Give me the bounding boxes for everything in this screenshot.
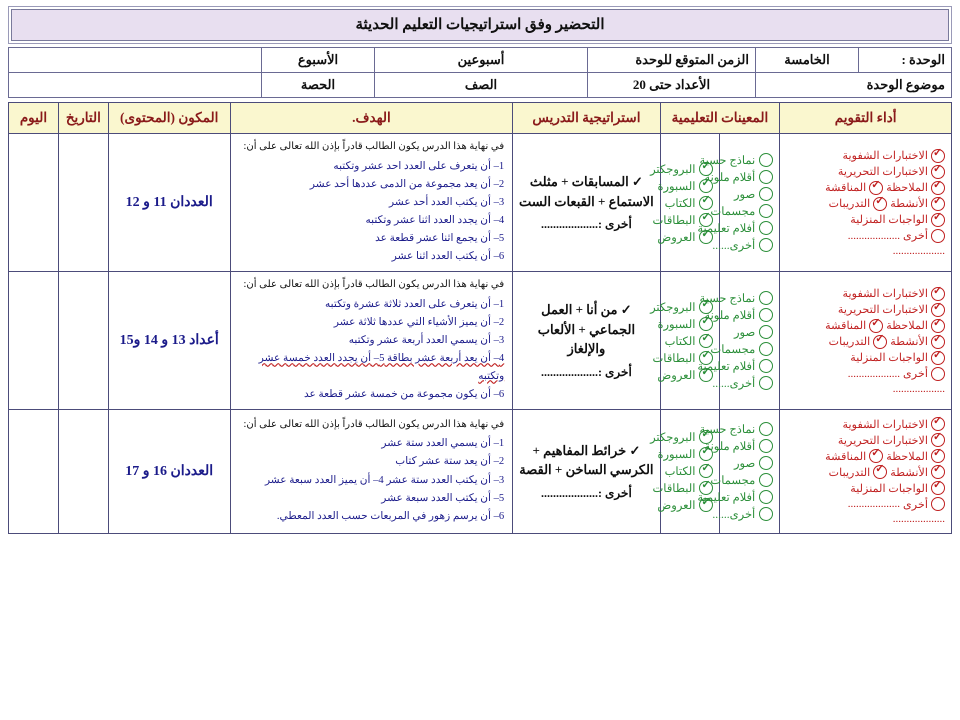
radio-icon [931,229,945,243]
table-body [9,134,952,534]
eval-line [786,465,945,479]
radio-icon [759,187,773,201]
aid-label: العروض [657,231,696,244]
check-icon [699,464,713,478]
component-value: العددان 11 و 12 [125,195,213,211]
aid-label: صور [733,327,756,340]
eval-dots: ................... [847,367,901,380]
goal-item: 4– أن يعد أربعة عشر بطاقة 5– أن يجدد العدد خمسة عشر وتكتبه [258,353,505,382]
aid-option[interactable] [699,422,773,436]
radio-icon [759,221,773,235]
eval-label: الملاحظة [886,182,928,195]
eval-line [786,383,945,395]
aid-option[interactable] [657,368,714,382]
goal-text [235,137,509,268]
goal-item: 3– أن يكتب العدد أحد عشر [389,196,505,208]
aid-label: نماذج حسية [699,293,756,306]
check-icon [931,181,945,195]
eval-label: التدريبات [828,336,871,349]
col-day: اليوم [9,103,59,134]
radio-icon [759,170,773,184]
col-component: المكون (المحتوى) [108,103,230,134]
check-icon [931,449,945,463]
eval-label: أخرى [903,230,928,243]
goal-item: 1– أن يتعرف على العدد احد عشر وتكتبه [333,160,505,172]
goal-item: 6– أن يرسم زهور في المربعات حسب العدد المعطي. [276,510,505,522]
col-evaluation: أداء التقويم [780,103,952,134]
eval-option[interactable] [903,497,945,511]
eval-label: الأنشطة [890,198,928,211]
eval-label: الاختبارات الشفوية [842,150,928,163]
col-aids: المعينات التعليمية [660,103,780,134]
aid-option[interactable] [657,498,714,513]
eval-label: أخرى [903,368,928,381]
table-row [9,272,952,409]
check-icon [931,165,945,179]
check-icon [931,335,945,349]
aids-cell-left [697,134,780,272]
radio-icon [759,359,773,373]
aid-option[interactable] [650,430,714,445]
check-icon [699,351,713,365]
aids-cell-left [697,272,780,409]
aid-option[interactable] [712,238,773,253]
aid-option[interactable] [657,317,714,331]
aid-option[interactable] [664,464,714,479]
aid-option[interactable] [657,447,714,462]
eval-option[interactable] [843,149,945,163]
strategy-other: أخرى :................... [541,217,632,232]
aid-label: أقلام ملونة [704,440,756,453]
radio-icon [759,308,773,322]
eval-line [786,213,945,227]
eval-option[interactable] [838,303,945,317]
check-icon [699,196,713,210]
table-row [9,134,952,272]
check-icon [699,481,713,495]
radio-icon [759,376,773,390]
aids-checklist-right [650,296,716,386]
eval-label: التدريبات [828,466,871,479]
eval-label: المناقشة [825,450,867,463]
aid-option[interactable] [710,473,773,487]
strategy-text [517,300,655,381]
eval-dots: ................... [892,513,945,526]
aid-option[interactable] [697,359,773,374]
check-icon [931,197,945,211]
eval-label: الملاحظة [886,320,928,333]
eval-label: الأنشطة [890,336,928,349]
eval-line [786,481,945,495]
eval-label: الاختبارات التحريرية [837,166,928,179]
eval-line [786,229,945,243]
date-cell[interactable] [58,272,108,409]
eval-line [786,165,945,179]
col-date: التاريخ [58,103,108,134]
day-cell[interactable] [9,134,59,272]
radio-icon [759,204,773,218]
eval-line [786,335,945,349]
day-cell[interactable] [9,272,59,409]
check-icon [873,335,887,349]
eval-line [786,513,945,525]
component-cell [108,409,230,533]
aid-label: العروض [657,500,696,513]
check-icon [931,433,945,447]
check-icon [873,465,887,479]
goal-intro: في نهاية هذا الدرس يكون الطالب قادراً بإذن الله تعالى على أن: [243,418,505,430]
aid-label: مجسمات [710,474,756,487]
component-value: أعداد 13 و 14 و15 [119,333,219,349]
eval-line [786,351,945,365]
aid-label: أفلام تعليمية [697,491,756,504]
goal-item: 2– أن يعد ستة عشر كتاب [395,456,505,468]
eval-dots: ................... [847,498,901,511]
col-goal: الهدف. [230,103,513,134]
week-label: الأسبوع [262,48,375,73]
eval-option[interactable] [886,319,945,333]
aid-option[interactable] [697,221,773,236]
check-icon [931,287,945,301]
check-icon [699,300,713,314]
aid-label: أخرى...... [712,378,756,391]
aid-label: الكتاب [664,197,696,210]
radio-icon [759,325,773,339]
aid-label: أقلام ملونة [704,172,756,185]
eval-option[interactable] [829,335,888,349]
date-cell[interactable] [58,134,108,272]
aid-option[interactable] [699,291,773,306]
goal-list [239,435,505,525]
aid-label: الكتاب [664,335,696,348]
strategy-value: خرائط المفاهيم + الكرسي الساخن + القصة [519,442,654,478]
eval-dots: ................... [892,244,945,257]
goal-item: 6– أن يكتب العدد اثنا عشر [391,251,505,263]
strategy-cell [513,272,660,409]
goal-item: 5– أن يجمع اثنا عشر قطعة عد [375,233,505,245]
check-icon [699,230,713,244]
aid-option[interactable] [699,153,773,168]
goal-intro: في نهاية هذا الدرس يكون الطالب قادراً بإذن الله تعالى على أن: [243,141,505,152]
check-icon [699,162,713,176]
goal-item: 1– أن يسمي العدد ستة عشر [381,438,505,450]
goal-list [239,296,505,403]
goal-item: 3– أن يكتب العدد ستة عشر 4– أن يميز العدد سبعة عشر [264,474,505,486]
date-cell[interactable] [58,409,108,533]
eval-option[interactable] [903,229,945,243]
eval-line [786,319,945,333]
aid-option[interactable] [712,376,773,391]
check-icon [699,430,713,444]
eval-option[interactable] [843,417,945,431]
evaluation-checklist [784,146,947,260]
evaluation-cell [780,409,952,533]
col-strategy: استراتيجية التدريس [513,103,660,134]
aid-label: أخرى...... [712,508,756,521]
check-icon [931,465,945,479]
title-wrapper [8,6,952,44]
radio-icon [759,291,773,305]
aids-checklist-left [697,418,775,525]
radio-icon [759,153,773,167]
period-label: الحصة [262,73,375,98]
aid-label: السبورة [657,318,696,331]
eval-label: الاختبارات التحريرية [837,304,928,317]
eval-option[interactable] [890,465,945,479]
eval-option[interactable] [886,449,945,463]
radio-icon [759,422,773,436]
strategy-cell [513,134,660,272]
aid-option[interactable] [704,170,773,185]
goal-cell [230,409,513,533]
aid-option[interactable] [664,196,714,210]
aid-label: الكتاب [664,466,696,479]
eval-line [786,181,945,195]
radio-icon [759,439,773,453]
eval-line [786,149,945,163]
evaluation-checklist [784,414,947,528]
period-value [9,73,262,98]
eval-line [786,449,945,463]
eval-label: المناقشة [825,320,867,333]
eval-label: الواجبات المنزلية [850,352,928,365]
eval-label: الملاحظة [886,450,928,463]
goal-item: 2– أن يميز الأشياء التي عددها ثلاثة عشر [333,317,505,329]
eval-line [786,197,945,211]
radio-icon [759,342,773,356]
aids-checklist-right [650,158,716,248]
check-icon: ✓ [629,442,641,458]
check-icon [699,334,713,348]
aid-label: السبورة [657,180,696,193]
eval-option[interactable] [890,335,945,349]
aid-option[interactable] [726,325,773,339]
radio-icon [759,490,773,504]
aid-option[interactable] [657,179,714,193]
page-title: التحضير وفق استراتيجيات التعليم الحديثة [11,9,949,41]
check-icon [931,213,945,227]
lesson-plan-table [8,102,952,534]
eval-option[interactable] [825,319,883,333]
eval-option[interactable] [825,449,883,463]
aid-label: البطاقات [652,483,696,496]
eval-line [786,497,945,511]
eval-option[interactable] [850,351,945,365]
meta-row-1 [9,48,952,73]
aid-option[interactable] [726,187,773,201]
class-label: الصف [375,73,588,98]
aid-option[interactable] [657,230,714,244]
aid-label: نماذج حسية [699,155,756,168]
eval-option[interactable] [829,465,888,479]
eval-label: أخرى [903,498,928,511]
component-value: العددان 16 و 17 [125,463,214,479]
day-cell[interactable] [9,409,59,533]
goal-item: 3– أن يسمي العدد أربعة عشر وتكتبه [348,335,505,347]
table-header-row [9,103,952,134]
eval-label: الاختبارات الشفوية [842,288,928,301]
aid-label: أفلام تعليمية [697,223,756,236]
aid-label: مجسمات [710,344,756,357]
eval-line [786,433,945,447]
subject-value: الأعداد حتى 20 [588,73,756,98]
aid-label: أقلام ملونة [704,310,756,323]
aid-label: نماذج حسية [699,423,756,436]
goal-item: 6– أن يكون مجموعة من خمسة عشر قطعة عد [303,388,505,400]
aid-label: البطاقات [652,352,696,365]
check-icon [869,181,883,195]
check-icon [699,317,713,331]
aid-option[interactable] [704,308,773,323]
aid-label: البطاقات [652,214,696,227]
evaluation-cell [780,272,952,409]
aid-label: مجسمات [710,206,756,219]
aid-label: العروض [657,369,696,382]
eval-line [786,287,945,301]
eval-option[interactable] [838,165,945,179]
radio-icon [931,497,945,511]
check-icon [699,447,713,461]
component-cell [108,134,230,272]
aid-option[interactable] [650,162,714,176]
check-icon [931,303,945,317]
aid-label: البروجكتر [650,432,696,445]
eval-label: الاختبارات التحريرية [837,434,928,447]
goal-cell [230,272,513,409]
eval-option[interactable] [886,181,945,195]
strategy-other: أخرى :................... [541,364,632,379]
eval-label: الاختبارات الشفوية [842,418,928,431]
aids-cell-left [697,409,780,533]
aid-option[interactable] [710,204,773,219]
aid-label: صور [733,189,756,202]
aid-option[interactable] [664,334,714,348]
check-icon [699,368,713,382]
eval-label: التدريبات [828,198,871,211]
goal-item: 1– أن يتعرف على العدد ثلاثة عشرة وتكتبه [325,298,505,310]
eval-label: الواجبات المنزلية [850,482,928,495]
radio-icon [759,473,773,487]
check-icon [699,213,713,227]
radio-icon [759,238,773,252]
aid-option[interactable] [710,342,773,357]
strategy-text [517,441,655,502]
expected-time-value: أسبوعين [375,48,588,73]
check-icon [931,351,945,365]
aid-option[interactable] [726,456,773,470]
strategy-text [517,172,655,233]
aid-label: أفلام تعليمية [697,361,756,374]
subject-label: موضوع الوحدة [756,73,952,98]
eval-label: الأنشطة [890,466,928,479]
aid-option[interactable] [697,490,773,504]
radio-icon [931,367,945,381]
aid-label: السبورة [657,449,696,462]
eval-option[interactable] [850,481,945,495]
goal-list [239,158,505,266]
check-icon [699,179,713,193]
meta-row-2 [9,73,952,98]
aid-option[interactable] [712,507,773,521]
eval-line [786,367,945,381]
eval-option[interactable] [825,181,883,195]
aids-checklist-left [697,287,775,394]
radio-icon [759,456,773,470]
check-icon [931,149,945,163]
check-icon: ✓ [620,302,632,318]
check-icon [931,417,945,431]
eval-option[interactable] [829,197,888,211]
aid-option[interactable] [704,439,773,453]
eval-option[interactable] [838,433,945,447]
week-value [9,48,262,73]
check-icon [931,319,945,333]
strategy-value: من أنا + العمل الجماعي + الألعاب والإلغاز [537,302,636,357]
eval-option[interactable] [890,197,945,211]
unit-label: الوحدة : [859,48,952,73]
goal-intro: في نهاية هذا الدرس يكون الطالب قادراً بإذن الله تعالى على أن: [243,279,505,291]
strategy-other: أخرى :................... [541,485,632,500]
eval-option[interactable] [850,213,945,227]
check-icon: ✓ [632,174,643,190]
goal-item: 5– أن يكتب العدد سبعة عشر [381,492,505,504]
strategy-cell [513,409,660,533]
check-icon [869,319,883,333]
aid-option[interactable] [652,351,714,365]
check-icon [869,449,883,463]
eval-line [786,245,945,257]
check-icon [931,481,945,495]
goal-cell [230,134,513,272]
aids-checklist-right [650,426,716,516]
expected-time-label: الزمن المتوقع للوحدة [588,48,756,73]
check-icon [873,197,887,211]
aid-option[interactable] [652,481,714,496]
eval-dots: ................... [892,382,945,395]
table-row [9,409,952,533]
goal-item: 2– أن يعد مجموعة من الدمى عددها أحد عشر [309,178,505,190]
eval-label: المناقشة [825,182,867,195]
eval-line [786,417,945,431]
goal-text [235,415,509,528]
aid-option[interactable] [652,213,714,227]
strategy-value: المسابقات + مثلث الاستماع + القبعات الست [519,174,654,209]
eval-dots: ................... [847,229,901,242]
check-icon [699,498,713,512]
eval-option[interactable] [903,367,945,381]
evaluation-checklist [784,284,947,398]
meta-table [8,47,952,98]
aid-label: أخرى...... [712,240,756,253]
radio-icon [759,507,773,521]
aid-option[interactable] [650,300,714,314]
goal-text [235,275,509,405]
aid-label: البروجكتر [650,301,696,314]
aid-label: صور [733,457,756,470]
eval-label: الواجبات المنزلية [850,214,928,227]
component-cell [108,272,230,409]
goal-item: 4– أن يجدد العدد اثنا عشر وتكتبه [365,214,505,226]
eval-line [786,303,945,317]
aids-checklist-left [697,149,775,256]
unit-value: الخامسة [756,48,859,73]
eval-option[interactable] [843,287,945,301]
aid-label: البروجكتر [650,163,696,176]
evaluation-cell [780,134,952,272]
